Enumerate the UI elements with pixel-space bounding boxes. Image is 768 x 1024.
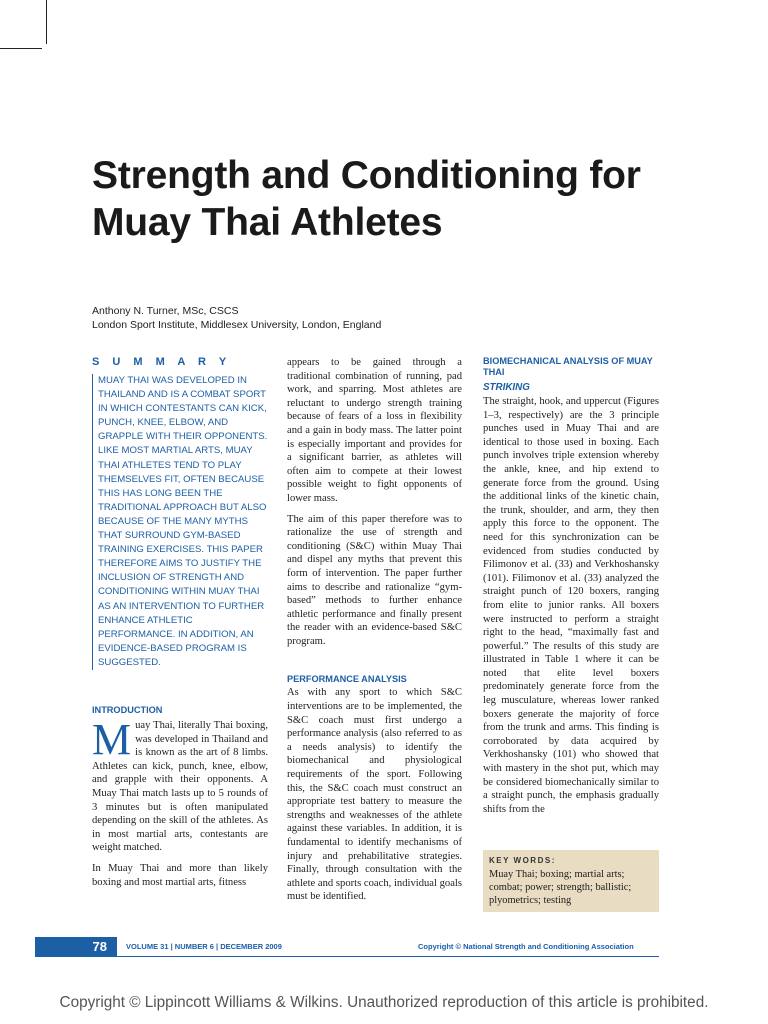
- column-1: [92, 356, 268, 889]
- crop-mark-vertical: [46, 0, 47, 44]
- summary-heading: S U M M A R Y: [92, 356, 232, 368]
- article-title: Strength and Conditioning for Muay Thai Athletes: [92, 154, 641, 244]
- keywords-box: [483, 850, 659, 912]
- crop-mark-horizontal: [0, 48, 42, 49]
- introduction-heading: INTRODUCTION: [92, 704, 163, 715]
- biomechanical-analysis-heading: BIOMECHANICAL ANALYSIS OF MUAY THAI: [483, 356, 653, 377]
- summary-text: MUAY THAI WAS DEVELOPED IN THAILAND AND IS A COMBAT SPORT IN WHICH CONTESTANTS CAN KICK, PUNCH, KNEE, ELBOW, AND GRAPPLE WITH THEIR OPPONENTS. LIKE MOST MARTIAL ARTS, MUAY THAI ATHLETES TEND TO PLAY THEMSELVES FIT, OFTEN BECAUSE THIS HAS LONG BEEN THE TRADITIONAL APPROACH BUT ALSO BECAUSE OF THE MANY MYTHS THAT SURROUND GYM-BASED TRAINING EXERCISES. THIS PAPER THEREFORE AIMS TO JUSTIFY THE INCLUSION OF STRENGTH AND CONDITIONING WITHIN MUAY THAI AS AN INTERVENTION TO FURTHER ENHANCE ATHLETIC PERFORMANCE. IN ADDITION, AN EVIDENCE-BASED PROGRAM IS SUGGESTED.: [92, 374, 268, 670]
- journal-volume: VOLUME 31 | NUMBER 6 | DECEMBER 2009: [126, 942, 282, 951]
- introduction-paragraph-2: In Muay Thai and more than likely boxing and most martial arts, fitness: [92, 862, 268, 888]
- author-affiliation: London Sport Institute, Middlesex University, London, England: [92, 319, 382, 331]
- author-block: [92, 304, 381, 332]
- association-copyright: Copyright © National Strength and Conditioning Association: [418, 942, 634, 951]
- keywords-heading: KEY WORDS:: [489, 856, 556, 865]
- page-footer: [0, 937, 768, 957]
- keywords-text: Muay Thai; boxing; martial arts; combat; power; strength; ballistic; plyometrics; testing: [489, 869, 632, 906]
- footer-rule: [117, 956, 659, 957]
- column-2: [287, 356, 462, 904]
- performance-analysis-paragraph: As with any sport to which S&C interventions are to be implemented, the S&C coach must first undergo a performance analysis (also referred to as a needs analysis) to identify the biomechanical and physiological requirements of the sport. Following this, the S&C coach must construct an appropriate test battery to measure the strengths and weaknesses of the athlete against these variables. In addition, it is fundamental to identify mechanisms of injury and prehabilitative strategies. Finally, through consultation with the athlete and sports coach, individual goals must be identified.: [287, 687, 462, 903]
- author-name: Anthony N. Turner, MSc, CSCS: [92, 305, 239, 317]
- striking-subheading: STRIKING: [483, 382, 530, 393]
- page-number: 78: [35, 937, 117, 957]
- performance-analysis-heading: PERFORMANCE ANALYSIS: [287, 674, 407, 685]
- column-3: [483, 356, 659, 816]
- column-2-paragraph-2: The aim of this paper therefore was to rationalize the use of strength and conditioning (S&C) within Muay Thai and dispel any myths that prevent this form of intervention. The paper further aims to describe and rationalize “gym-based” methods to further enhance athletic performance and finally present the reader with an evidence-based S&C program.: [287, 513, 462, 647]
- introduction-paragraph-1-text: uay Thai, literally Thai boxing, was developed in Thailand and is known as the art of 8 limbs. Athletes can kick, punch, knee, elbow, and grapple with their opponents. A Muay Thai match lasts up to 5 rounds of 3 minutes but is often manipulated depending on the skill of the athletes. As in most martial arts, contestants are weight matched.: [92, 719, 268, 854]
- dropcap-letter: M: [92, 714, 132, 764]
- reproduction-notice: Copyright © Lippincott Williams & Wilkins. Unauthorized reproduction of this article is prohibited.: [59, 994, 709, 1011]
- striking-paragraph: The straight, hook, and uppercut (Figures 1–3, respectively) are the 3 principle punches used in Muay Thai and are identical to those used in boxing. Each punch involves triple extension whereby the ankle, knee, and hip extend to generate force from the ground. Using the additional links of the kinetic chain, the trunk, shoulder, and arm, they then apply this force to the opponent. The need for this synchronization can be evidenced from studies conducted by Filimonov et al. (33) and Verkhoshansky (101). Filimonov et al. (33) analyzed the straight punch of 120 boxers, ranging from elite to junior ranks. All boxers were instructed to perform a straight right to the head, “maximally fast and powerful.” The results of this study are illustrated in Table 1 where it can be noted that elite level boxers predominately generate force from the leg musculature, whereas lower ranked boxers generate the majority of force from the trunk and arms. This finding is corroborated by data acquired by Verkhoshansky (101) who showed that with mastery in the shot put, which may be considered biomechanically similar to a straight punch, the emphasis gradually shifts from the: [483, 396, 659, 815]
- column-2-paragraph-1: appears to be gained through a traditional combination of running, pad work, and sparring. Most athletes are reluctant to undergo strength training because of fears of a loss in flexibility and a gain in body mass. The latter point is especially important and provides for a significant barrier, as athletes will often aim to compete at their lowest possible weight to fight opponents of lower mass.: [287, 357, 462, 504]
- introduction-paragraph-1: [92, 714, 268, 855]
